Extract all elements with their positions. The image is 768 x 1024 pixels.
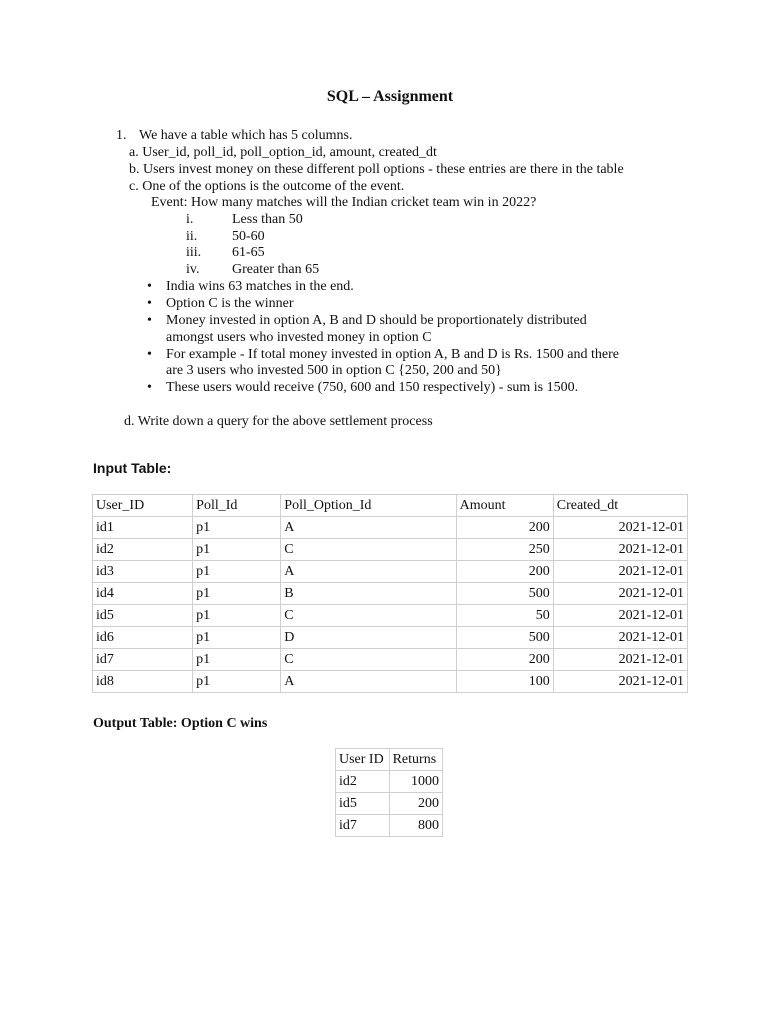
cell: 2021-12-01 <box>553 539 687 561</box>
cell: 2021-12-01 <box>553 627 687 649</box>
table-row <box>93 605 688 627</box>
table-row <box>336 771 443 793</box>
option-num: ii. <box>186 229 198 244</box>
table-row <box>93 671 688 693</box>
bullet-icon: • <box>147 313 152 328</box>
header-cell: User_ID <box>93 495 193 517</box>
cell: p1 <box>193 539 281 561</box>
cell: id2 <box>93 539 193 561</box>
cell: 2021-12-01 <box>553 561 687 583</box>
option-text: 61-65 <box>232 245 265 260</box>
cell: id4 <box>93 583 193 605</box>
cell: 200 <box>456 649 553 671</box>
cell: 2021-12-01 <box>553 649 687 671</box>
header-cell: Returns <box>389 749 442 771</box>
input-table-heading: Input Table: <box>93 460 172 476</box>
page-title: SQL – Assignment <box>326 88 454 105</box>
cell: p1 <box>193 561 281 583</box>
bullet-icon: • <box>147 347 152 362</box>
item-c: c. One of the options is the outcome of the event. <box>129 179 405 194</box>
event-text: Event: How many matches will the Indian cricket team win in 2022? <box>151 195 537 210</box>
table-header-row <box>93 495 688 517</box>
cell: 200 <box>389 793 442 815</box>
cell: id7 <box>336 815 390 837</box>
cell: id2 <box>336 771 390 793</box>
cell: 50 <box>456 605 553 627</box>
cell: id7 <box>93 649 193 671</box>
cell: 200 <box>456 561 553 583</box>
bullet-text: Option C is the winner <box>166 296 294 311</box>
bullet-text-continued: amongst users who invested money in option C <box>166 330 432 345</box>
header-cell: User ID <box>336 749 390 771</box>
table-row <box>336 815 443 837</box>
header-cell: Amount <box>456 495 553 517</box>
table-header-row <box>336 749 443 771</box>
option-text: 50-60 <box>232 229 265 244</box>
cell: A <box>281 517 456 539</box>
input-table <box>92 494 688 693</box>
cell: p1 <box>193 517 281 539</box>
option-text: Greater than 65 <box>232 262 320 277</box>
cell: 500 <box>456 583 553 605</box>
cell: id5 <box>93 605 193 627</box>
table-row <box>93 649 688 671</box>
cell: id3 <box>93 561 193 583</box>
cell: p1 <box>193 583 281 605</box>
table-row <box>93 561 688 583</box>
item-d: d. Write down a query for the above settlement process <box>124 414 433 429</box>
cell: 500 <box>456 627 553 649</box>
table-row <box>93 583 688 605</box>
bullet-text: For example - If total money invested in option A, B and D is Rs. 1500 and there <box>166 347 619 362</box>
cell: A <box>281 561 456 583</box>
option-num: iii. <box>186 245 202 260</box>
question-number: 1. <box>116 128 127 143</box>
bullet-text: Money invested in option A, B and D should be proportionately distributed <box>166 313 587 328</box>
table-row <box>336 793 443 815</box>
cell: p1 <box>193 671 281 693</box>
header-cell: Created_dt <box>553 495 687 517</box>
cell: 100 <box>456 671 553 693</box>
bullet-text: These users would receive (750, 600 and 150 respectively) - sum is 1500. <box>166 380 579 395</box>
bullet-icon: • <box>147 380 152 395</box>
item-b: b. Users invest money on these different poll options - these entries are there in the table <box>129 162 624 177</box>
header-cell: Poll_Option_Id <box>281 495 456 517</box>
question-text: We have a table which has 5 columns. <box>139 128 353 143</box>
bullet-icon: • <box>147 279 152 294</box>
cell: D <box>281 627 456 649</box>
bullet-icon: • <box>147 296 152 311</box>
item-a: a. User_id, poll_id, poll_option_id, amount, created_dt <box>129 145 437 160</box>
output-table-heading: Output Table: Option C wins <box>93 716 268 731</box>
cell: 1000 <box>389 771 442 793</box>
cell: id6 <box>93 627 193 649</box>
option-text: Less than 50 <box>232 212 303 227</box>
header-cell: Poll_Id <box>193 495 281 517</box>
cell: B <box>281 583 456 605</box>
bullet-text: India wins 63 matches in the end. <box>166 279 354 294</box>
cell: p1 <box>193 605 281 627</box>
table-row <box>93 539 688 561</box>
cell: 2021-12-01 <box>553 583 687 605</box>
cell: A <box>281 671 456 693</box>
cell: 800 <box>389 815 442 837</box>
output-table <box>335 748 443 837</box>
cell: 200 <box>456 517 553 539</box>
cell: 2021-12-01 <box>553 671 687 693</box>
table-row <box>93 517 688 539</box>
table-row <box>93 627 688 649</box>
bullet-text-continued: are 3 users who invested 500 in option C {250, 200 and 50} <box>166 363 502 378</box>
cell: id5 <box>336 793 390 815</box>
option-num: i. <box>186 212 194 227</box>
cell: 250 <box>456 539 553 561</box>
cell: p1 <box>193 649 281 671</box>
option-num: iv. <box>186 262 200 277</box>
cell: 2021-12-01 <box>553 605 687 627</box>
cell: C <box>281 605 456 627</box>
cell: id1 <box>93 517 193 539</box>
cell: id8 <box>93 671 193 693</box>
cell: 2021-12-01 <box>553 517 687 539</box>
cell: C <box>281 649 456 671</box>
cell: C <box>281 539 456 561</box>
cell: p1 <box>193 627 281 649</box>
